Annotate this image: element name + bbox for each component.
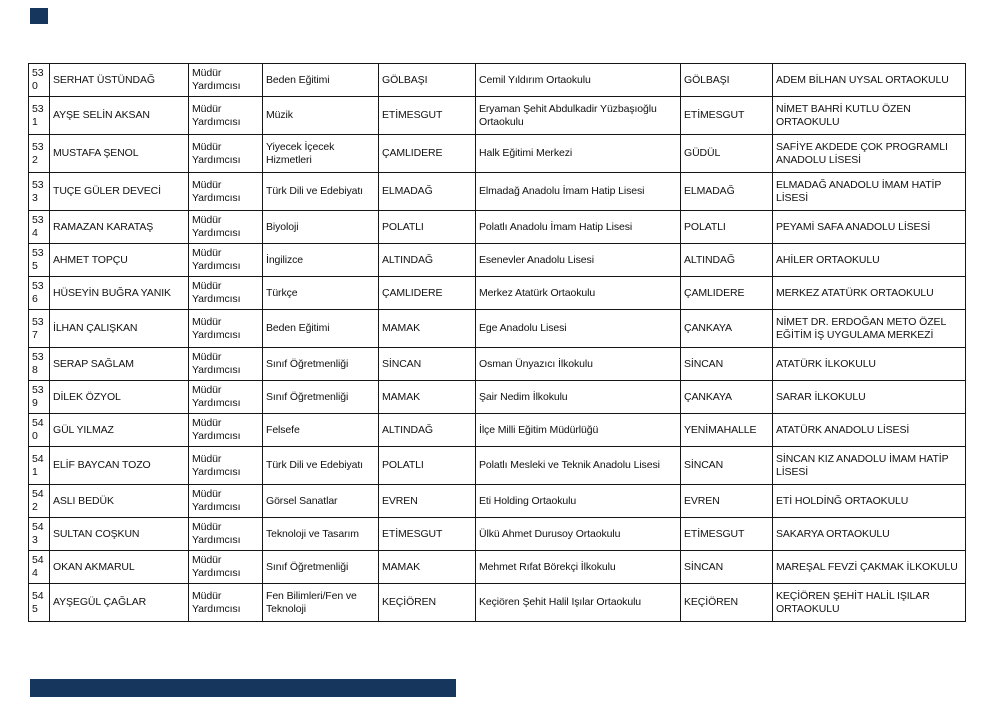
to-school-cell: SİNCAN KIZ ANADOLU İMAM HATİP LİSESİ — [773, 447, 966, 485]
branch-cell: Türk Dili ve Edebiyatı — [263, 173, 379, 211]
to-district-cell: POLATLI — [681, 211, 773, 244]
to-district-cell: ÇAMLIDERE — [681, 277, 773, 310]
row-number-cell: 542 — [29, 485, 50, 518]
title-cell: Müdür Yardımcısı — [189, 551, 263, 584]
to-school-cell: ATATÜRK İLKOKULU — [773, 348, 966, 381]
title-cell: Müdür Yardımcısı — [189, 173, 263, 211]
teacher-name-cell: ASLI BEDÜK — [50, 485, 189, 518]
to-school-cell: ADEM BİLHAN UYSAL ORTAOKULU — [773, 64, 966, 97]
teacher-name-cell: SULTAN COŞKUN — [50, 518, 189, 551]
to-school-cell: NİMET DR. ERDOĞAN METO ÖZEL EĞİTİM İŞ UYGULAMA MERKEZİ — [773, 310, 966, 348]
from-district-cell: MAMAK — [379, 551, 476, 584]
from-district-cell: ÇAMLIDERE — [379, 135, 476, 173]
branch-cell: Felsefe — [263, 414, 379, 447]
row-number-cell: 535 — [29, 244, 50, 277]
to-district-cell: GÖLBAŞI — [681, 64, 773, 97]
to-district-cell: KEÇİÖREN — [681, 584, 773, 622]
row-number-cell: 540 — [29, 414, 50, 447]
table-row — [29, 414, 966, 447]
teacher-name-cell: DİLEK ÖZYOL — [50, 381, 189, 414]
row-number-cell: 532 — [29, 135, 50, 173]
teacher-name-cell: TUÇE GÜLER DEVECİ — [50, 173, 189, 211]
teacher-name-cell: SERAP SAĞLAM — [50, 348, 189, 381]
title-cell: Müdür Yardımcısı — [189, 381, 263, 414]
from-district-cell: SİNCAN — [379, 348, 476, 381]
branch-cell: Yiyecek İçecek Hizmetleri — [263, 135, 379, 173]
row-number-cell: 545 — [29, 584, 50, 622]
to-school-cell: AHİLER ORTAOKULU — [773, 244, 966, 277]
from-district-cell: ALTINDAĞ — [379, 414, 476, 447]
to-district-cell: ETİMESGUT — [681, 97, 773, 135]
from-school-cell: Osman Ünyazıcı İlkokulu — [476, 348, 681, 381]
from-district-cell: KEÇİÖREN — [379, 584, 476, 622]
teacher-name-cell: SERHAT ÜSTÜNDAĞ — [50, 64, 189, 97]
to-school-cell: ATATÜRK ANADOLU LİSESİ — [773, 414, 966, 447]
from-district-cell: GÖLBAŞI — [379, 64, 476, 97]
title-cell: Müdür Yardımcısı — [189, 518, 263, 551]
from-school-cell: Merkez Atatürk Ortaokulu — [476, 277, 681, 310]
to-district-cell: SİNCAN — [681, 551, 773, 584]
assignment-table-body — [29, 64, 966, 622]
table-row — [29, 97, 966, 135]
from-district-cell: ETİMESGUT — [379, 97, 476, 135]
from-district-cell: POLATLI — [379, 447, 476, 485]
to-school-cell: MERKEZ ATATÜRK ORTAOKULU — [773, 277, 966, 310]
to-district-cell: YENİMAHALLE — [681, 414, 773, 447]
table-row — [29, 244, 966, 277]
from-school-cell: Şair Nedim İlkokulu — [476, 381, 681, 414]
to-school-cell: ELMADAĞ ANADOLU İMAM HATİP LİSESİ — [773, 173, 966, 211]
branch-cell: Müzik — [263, 97, 379, 135]
from-district-cell: POLATLI — [379, 211, 476, 244]
branch-cell: Beden Eğitimi — [263, 64, 379, 97]
row-number-cell: 538 — [29, 348, 50, 381]
to-school-cell: MAREŞAL FEVZİ ÇAKMAK İLKOKULU — [773, 551, 966, 584]
title-cell: Müdür Yardımcısı — [189, 414, 263, 447]
table-row — [29, 277, 966, 310]
row-number-cell: 531 — [29, 97, 50, 135]
title-cell: Müdür Yardımcısı — [189, 135, 263, 173]
to-district-cell: SİNCAN — [681, 447, 773, 485]
from-district-cell: ÇAMLIDERE — [379, 277, 476, 310]
branch-cell: Fen Bilimleri/Fen ve Teknoloji — [263, 584, 379, 622]
from-school-cell: Keçiören Şehit Halil Işılar Ortaokulu — [476, 584, 681, 622]
from-school-cell: Polatlı Anadolu İmam Hatip Lisesi — [476, 211, 681, 244]
from-district-cell: ELMADAĞ — [379, 173, 476, 211]
to-district-cell: GÜDÜL — [681, 135, 773, 173]
branch-cell: Sınıf Öğretmenliği — [263, 348, 379, 381]
table-row — [29, 135, 966, 173]
to-school-cell: SAKARYA ORTAOKULU — [773, 518, 966, 551]
from-school-cell: Mehmet Rıfat Börekçi İlkokulu — [476, 551, 681, 584]
teacher-name-cell: AHMET TOPÇU — [50, 244, 189, 277]
to-school-cell: ETİ HOLDİNĞ ORTAOKULU — [773, 485, 966, 518]
title-cell: Müdür Yardımcısı — [189, 447, 263, 485]
title-cell: Müdür Yardımcısı — [189, 584, 263, 622]
to-school-cell: PEYAMİ SAFA ANADOLU LİSESİ — [773, 211, 966, 244]
table-row — [29, 518, 966, 551]
table-row — [29, 551, 966, 584]
to-school-cell: SARAR İLKOKULU — [773, 381, 966, 414]
row-number-cell: 544 — [29, 551, 50, 584]
title-cell: Müdür Yardımcısı — [189, 485, 263, 518]
row-number-cell: 530 — [29, 64, 50, 97]
from-school-cell: Eti Holding Ortaokulu — [476, 485, 681, 518]
branch-cell: Sınıf Öğretmenliği — [263, 381, 379, 414]
branch-cell: Teknoloji ve Tasarım — [263, 518, 379, 551]
table-row — [29, 310, 966, 348]
row-number-cell: 541 — [29, 447, 50, 485]
to-school-cell: SAFİYE AKDEDE ÇOK PROGRAMLI ANADOLU LİSESİ — [773, 135, 966, 173]
from-school-cell: Ülkü Ahmet Durusoy Ortaokulu — [476, 518, 681, 551]
from-school-cell: İlçe Milli Eğitim Müdürlüğü — [476, 414, 681, 447]
from-school-cell: Cemil Yıldırım Ortaokulu — [476, 64, 681, 97]
teacher-name-cell: İLHAN ÇALIŞKAN — [50, 310, 189, 348]
from-school-cell: Esenevler Anadolu Lisesi — [476, 244, 681, 277]
from-school-cell: Elmadağ Anadolu İmam Hatip Lisesi — [476, 173, 681, 211]
redaction-box-top — [30, 8, 48, 24]
from-district-cell: MAMAK — [379, 310, 476, 348]
to-school-cell: NİMET BAHRİ KUTLU ÖZEN ORTAOKULU — [773, 97, 966, 135]
teacher-name-cell: RAMAZAN KARATAŞ — [50, 211, 189, 244]
title-cell: Müdür Yardımcısı — [189, 348, 263, 381]
branch-cell: Türkçe — [263, 277, 379, 310]
to-district-cell: EVREN — [681, 485, 773, 518]
from-school-cell: Halk Eğitimi Merkezi — [476, 135, 681, 173]
from-school-cell: Eryaman Şehit Abdulkadir Yüzbaşıoğlu Ortaokulu — [476, 97, 681, 135]
title-cell: Müdür Yardımcısı — [189, 244, 263, 277]
to-district-cell: ÇANKAYA — [681, 381, 773, 414]
table-row — [29, 211, 966, 244]
branch-cell: Biyoloji — [263, 211, 379, 244]
from-district-cell: ALTINDAĞ — [379, 244, 476, 277]
to-district-cell: ALTINDAĞ — [681, 244, 773, 277]
branch-cell: Türk Dili ve Edebiyatı — [263, 447, 379, 485]
branch-cell: İngilizce — [263, 244, 379, 277]
row-number-cell: 536 — [29, 277, 50, 310]
from-district-cell: MAMAK — [379, 381, 476, 414]
to-school-cell: KEÇİÖREN ŞEHİT HALİL IŞILAR ORTAOKULU — [773, 584, 966, 622]
branch-cell: Görsel Sanatlar — [263, 485, 379, 518]
from-district-cell: ETİMESGUT — [379, 518, 476, 551]
title-cell: Müdür Yardımcısı — [189, 64, 263, 97]
to-district-cell: ETİMESGUT — [681, 518, 773, 551]
table-row — [29, 381, 966, 414]
teacher-name-cell: MUSTAFA ŞENOL — [50, 135, 189, 173]
row-number-cell: 539 — [29, 381, 50, 414]
row-number-cell: 543 — [29, 518, 50, 551]
table-row — [29, 173, 966, 211]
from-school-cell: Polatlı Mesleki ve Teknik Anadolu Lisesi — [476, 447, 681, 485]
teacher-name-cell: OKAN AKMARUL — [50, 551, 189, 584]
table-row — [29, 584, 966, 622]
teacher-name-cell: AYŞEGÜL ÇAĞLAR — [50, 584, 189, 622]
branch-cell: Sınıf Öğretmenliği — [263, 551, 379, 584]
branch-cell: Beden Eğitimi — [263, 310, 379, 348]
title-cell: Müdür Yardımcısı — [189, 211, 263, 244]
title-cell: Müdür Yardımcısı — [189, 310, 263, 348]
row-number-cell: 537 — [29, 310, 50, 348]
teacher-name-cell: AYŞE SELİN AKSAN — [50, 97, 189, 135]
to-district-cell: ÇANKAYA — [681, 310, 773, 348]
to-district-cell: ELMADAĞ — [681, 173, 773, 211]
teacher-name-cell: HÜSEYİN BUĞRA YANIK — [50, 277, 189, 310]
row-number-cell: 533 — [29, 173, 50, 211]
table-row — [29, 348, 966, 381]
assignment-table — [28, 63, 966, 622]
redaction-bar-bottom — [30, 679, 456, 697]
table-row — [29, 64, 966, 97]
from-district-cell: EVREN — [379, 485, 476, 518]
teacher-name-cell: GÜL YILMAZ — [50, 414, 189, 447]
table-row — [29, 447, 966, 485]
title-cell: Müdür Yardımcısı — [189, 97, 263, 135]
row-number-cell: 534 — [29, 211, 50, 244]
teacher-name-cell: ELİF BAYCAN TOZO — [50, 447, 189, 485]
from-school-cell: Ege Anadolu Lisesi — [476, 310, 681, 348]
table-row — [29, 485, 966, 518]
title-cell: Müdür Yardımcısı — [189, 277, 263, 310]
to-district-cell: SİNCAN — [681, 348, 773, 381]
